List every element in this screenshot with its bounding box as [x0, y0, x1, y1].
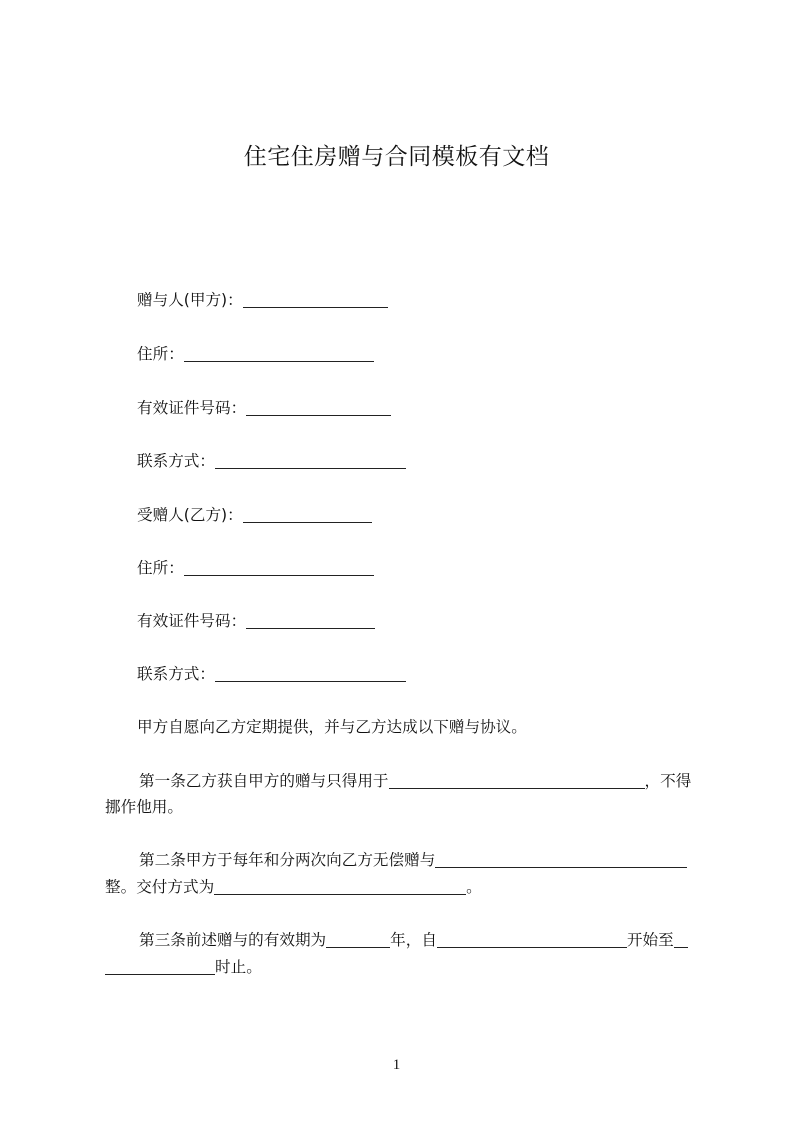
article3-text: 第三条前述赠与的有效期为 — [139, 931, 327, 949]
donor-address-row — [137, 344, 374, 364]
donee-id-row — [137, 611, 375, 631]
blank-line — [214, 879, 466, 895]
blank-line — [389, 773, 645, 789]
article2-delivery-text: 整。交付方式为 — [105, 878, 215, 896]
blank-line — [243, 292, 388, 308]
document-title: 住宅住房赠与合同模板有文档 — [243, 144, 550, 170]
blank-line — [184, 346, 374, 362]
article1-line2: 挪作他用。 — [105, 798, 183, 816]
donor-name-label: 赠与人(甲方)： — [137, 291, 243, 309]
blank-line — [215, 666, 406, 682]
donee-id-label: 有效证件号码： — [137, 612, 247, 630]
article2-end: 。 — [466, 878, 482, 896]
blank-line — [105, 959, 215, 975]
page-number: 1 — [392, 1057, 401, 1073]
article3-line1 — [139, 930, 688, 950]
article3-end: 时止。 — [215, 958, 262, 976]
article1-line1 — [139, 771, 691, 791]
article2-text: 第二条甲方于每年和分两次向乙方无偿赠与 — [139, 851, 436, 869]
donor-name-row — [137, 290, 388, 310]
article3-year-from: 年，自 — [390, 931, 437, 949]
article1-text: 第一条乙方获自甲方的赠与只得用于 — [139, 772, 389, 790]
blank-line — [437, 932, 627, 948]
article1-after-blank: ，不得 — [644, 772, 692, 790]
donee-address-label: 住所： — [137, 559, 184, 577]
blank-line — [674, 932, 688, 948]
article3-line2 — [105, 957, 262, 977]
blank-line — [243, 507, 372, 523]
donee-contact-label: 联系方式： — [137, 665, 215, 683]
blank-line — [435, 852, 687, 868]
blank-line — [246, 400, 391, 416]
donor-address-label: 住所： — [137, 345, 184, 363]
article2-line1 — [139, 850, 687, 870]
article2-line2 — [105, 877, 482, 897]
donor-id-row — [137, 398, 391, 418]
donor-contact-label: 联系方式： — [137, 452, 215, 470]
donee-name-label: 受赠人(乙方)： — [137, 506, 243, 524]
donor-id-label: 有效证件号码： — [137, 399, 247, 417]
donee-contact-row — [137, 664, 406, 684]
blank-line — [215, 453, 406, 469]
donor-contact-row — [137, 451, 406, 471]
blank-line — [326, 932, 390, 948]
blank-line — [246, 613, 375, 629]
donee-name-row — [137, 505, 372, 525]
article3-start-to: 开始至 — [626, 931, 674, 949]
blank-line — [184, 560, 374, 576]
intro-paragraph: 甲方自愿向乙方定期提供，并与乙方达成以下赠与协议。 — [137, 718, 527, 736]
donee-address-row — [137, 558, 374, 578]
